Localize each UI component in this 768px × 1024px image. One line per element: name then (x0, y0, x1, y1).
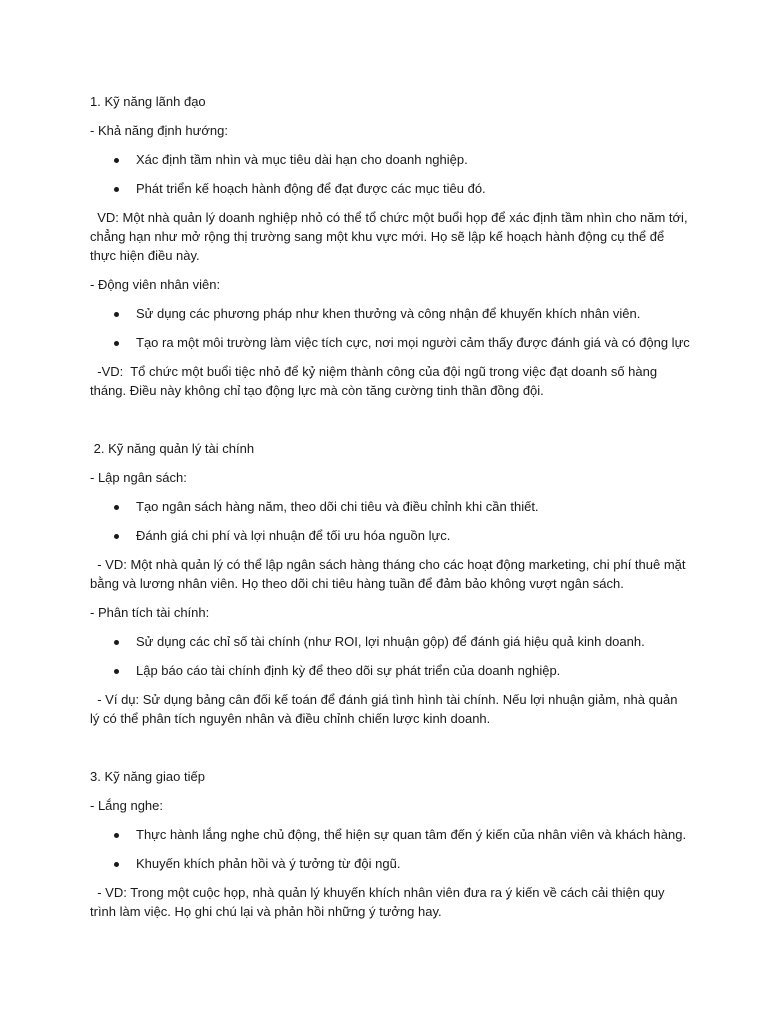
bullet-icon (114, 187, 119, 192)
list-item: Sử dụng các chỉ số tài chính (như ROI, lợi nhuận gộp) để đánh giá hiệu quả kinh doanh. (136, 634, 645, 649)
bullet-icon (114, 833, 119, 838)
bullet-icon (114, 341, 119, 346)
section-2-subheading-analysis: - Phân tích tài chính: (90, 605, 210, 620)
list-item: Lập báo cáo tài chính định kỳ để theo dõi sự phát triển của doanh nghiệp. (136, 663, 561, 678)
section-1-heading: 1. Kỹ năng lãnh đạo (90, 94, 206, 109)
section-3-heading: 3. Kỹ năng giao tiếp (90, 769, 205, 784)
list-item: Tạo ra một môi trường làm việc tích cực, nơi mọi người cảm thấy được đánh giá và có động lực (136, 335, 690, 350)
list-item: Xác định tầm nhìn và mục tiêu dài hạn cho doanh nghiệp. (136, 152, 468, 167)
section-2-example-2: - Ví dụ: Sử dụng bảng cân đối kế toán để đánh giá tình hình tài chính. Nếu lợi nhuận giảm, nhà quản lý có thể phân tích nguyên nhân và điều chỉnh chiến lược kinh doanh. (90, 692, 682, 726)
list-item: Thực hành lắng nghe chủ động, thể hiện sự quan tâm đến ý kiến của nhân viên và khách hàng. (136, 827, 687, 842)
list-item: Phát triển kế hoạch hành động để đạt được các mục tiêu đó. (136, 181, 486, 196)
list-item: Khuyến khích phản hồi và ý tưởng từ đội ngũ. (136, 856, 401, 871)
bullet-icon (114, 158, 119, 163)
bullet-icon (114, 505, 119, 510)
bullet-icon (114, 640, 119, 645)
list-item: Sử dụng các phương pháp như khen thưởng và công nhận để khuyến khích nhân viên. (136, 306, 641, 321)
section-2-example-1: - VD: Một nhà quản lý có thể lập ngân sách hàng tháng cho các hoạt động marketing, chi phí thuê mặt bằng và lương nhân viên. Họ theo dõi chi tiêu hàng tuần để đảm bảo không vượt ngân sách. (90, 557, 690, 591)
bullet-icon (114, 312, 119, 317)
section-2-heading: 2. Kỹ năng quản lý tài chính (90, 441, 255, 456)
bullet-icon (114, 862, 119, 867)
section-3-example-1: - VD: Trong một cuộc họp, nhà quản lý khuyến khích nhân viên đưa ra ý kiến về cách cải thiện quy trình làm việc. Họ ghi chú lại và phản hồi những ý tưởng hay. (90, 885, 669, 919)
list-item: Đánh giá chi phí và lợi nhuận để tối ưu hóa nguồn lực. (136, 528, 451, 543)
bullet-icon (114, 534, 119, 539)
section-1-subheading-motivation: - Động viên nhân viên: (90, 277, 221, 292)
section-1-example-1: VD: Một nhà quản lý doanh nghiệp nhỏ có thể tổ chức một buổi họp để xác định tầm nhìn cho năm tới, chẳng hạn như mở rộng thị trường sang một khu vực mới. Họ sẽ lập kế hoạch hành động cụ thể để thực hiện điều này. (90, 210, 692, 263)
list-item: Tạo ngân sách hàng năm, theo dõi chi tiêu và điều chỉnh khi cần thiết. (136, 499, 539, 514)
section-3-subheading-listening: - Lắng nghe: (90, 798, 164, 813)
section-1-subheading-direction: - Khả năng định hướng: (90, 123, 228, 138)
bullet-icon (114, 669, 119, 674)
section-2-subheading-budget: - Lập ngân sách: (90, 470, 187, 485)
section-1-example-2: -VD: Tổ chức một buổi tiệc nhỏ để kỷ niệm thành công của đội ngũ trong việc đạt doanh số hàng tháng. Điều này không chỉ tạo động lực mà còn tăng cường tinh thần đồng đội. (90, 364, 661, 398)
